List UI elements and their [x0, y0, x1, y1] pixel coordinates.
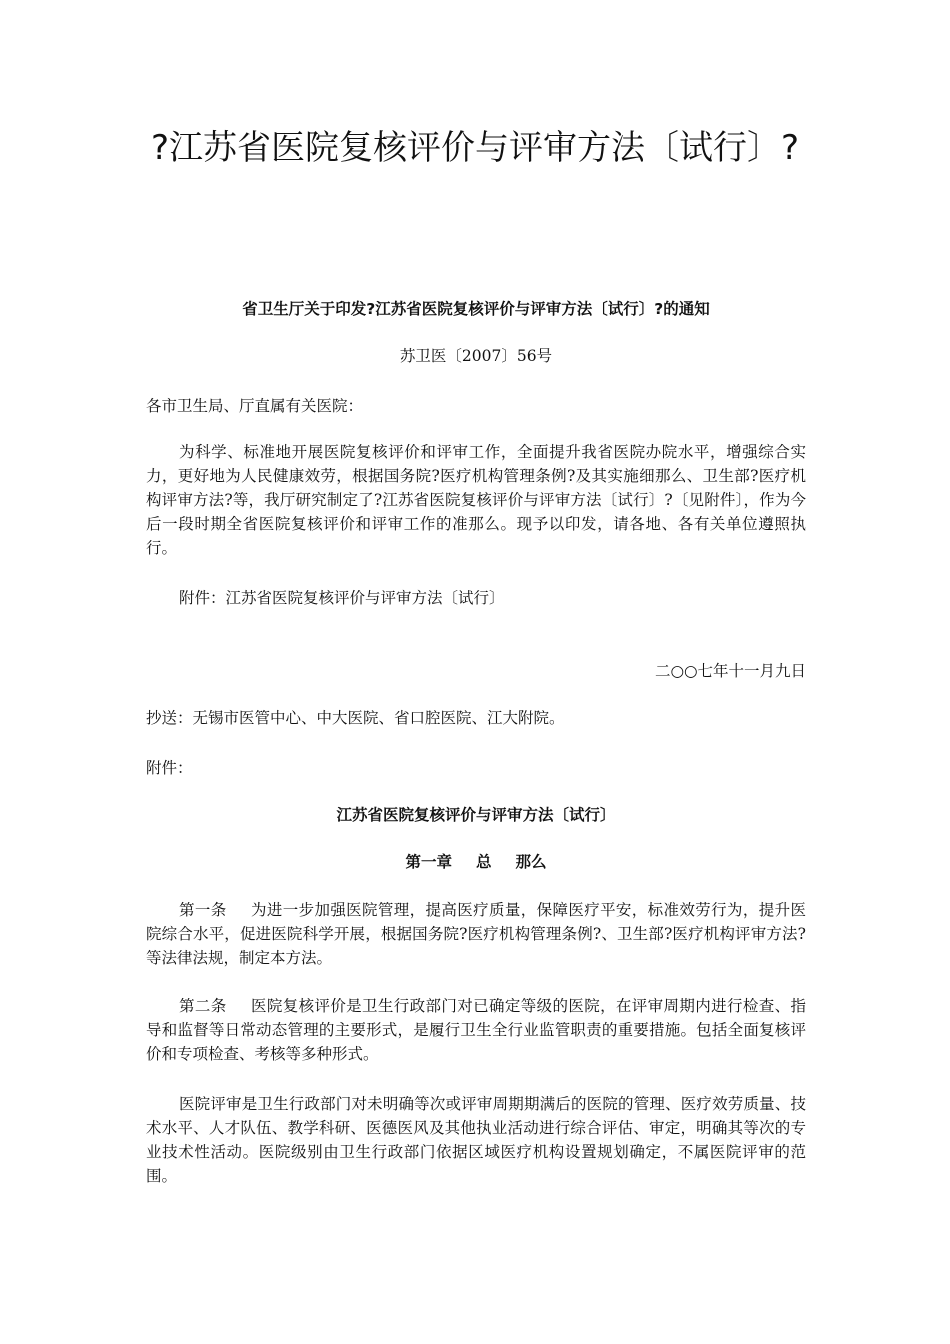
- issue-date: 二○○七年十一月九日: [654, 662, 806, 680]
- notice-title: 省卫生厅关于印发?江苏省医院复核评价与评审方法〔试行〕?的通知: [242, 300, 710, 318]
- chapter-heading: [146, 850, 806, 875]
- article-label: 第一条: [179, 901, 227, 919]
- chapter-number: 第一章: [405, 853, 452, 871]
- article-2: [146, 994, 806, 1066]
- document-number: 苏卫医〔2007〕56号: [399, 347, 553, 365]
- article-text: 为进一步加强医院管理，提高医疗质量，保障医疗平安，标准效劳行为，提升医院综合水平，促进医院科学开展，根据国务院?医疗机构管理条例?、卫生部?医疗机构评审方法?等法律法规，制定本方法。: [146, 901, 806, 967]
- attachment-title: 江苏省医院复核评价与评审方法〔试行〕: [336, 806, 616, 824]
- intro-paragraph: 为科学、标准地开展医院复核评价和评审工作，全面提升我省医院办院水平，增强综合实力，更好地为人民健康效劳，根据国务院?医疗机构管理条例?及其实施细那么、卫生部?医疗机构评审方法?等，我厅研究制定了?江苏省医院复核评价与评审方法〔试行〕?〔见附件〕，作为今后一段时期全省医院复核评价和评审工作的准那么。现予以印发，请各地、各有关单位遵照执行。: [146, 443, 806, 557]
- chapter-word-1: 总: [475, 853, 492, 871]
- article-text: 医院复核评价是卫生行政部门对已确定等级的医院，在评审周期内进行检查、指导和监督等日常动态管理的主要形式，是履行卫生全行业监管职责的重要措施。包括全面复核评价和专项检查、考核等多种形式。: [146, 997, 806, 1063]
- attachment-label: 附件：: [146, 759, 193, 777]
- cc-line: 抄送：无锡市医管中心、中大医院、省口腔医院、江大附院。: [146, 709, 565, 727]
- addressee: 各市卫生局、厅直属有关医院：: [146, 397, 364, 415]
- attachment-line: 附件：江苏省医院复核评价与评审方法〔试行〕: [179, 589, 505, 607]
- closing-paragraph: 医院评审是卫生行政部门对未明确等次或评审周期期满后的医院的管理、医疗效劳质量、技术水平、人才队伍、教学科研、医德医风及其他执业活动进行综合评估、审定，明确其等次的专业技术性活动。医院级别由卫生行政部门依据区域医疗机构设置规划确定，不属医院评审的范围。: [146, 1095, 806, 1185]
- article-1: [146, 898, 806, 970]
- document-title: ?江苏省医院复核评价与评审方法〔试行〕?: [150, 128, 800, 168]
- chapter-word-2: 那么: [515, 853, 547, 871]
- article-label: 第二条: [179, 997, 227, 1015]
